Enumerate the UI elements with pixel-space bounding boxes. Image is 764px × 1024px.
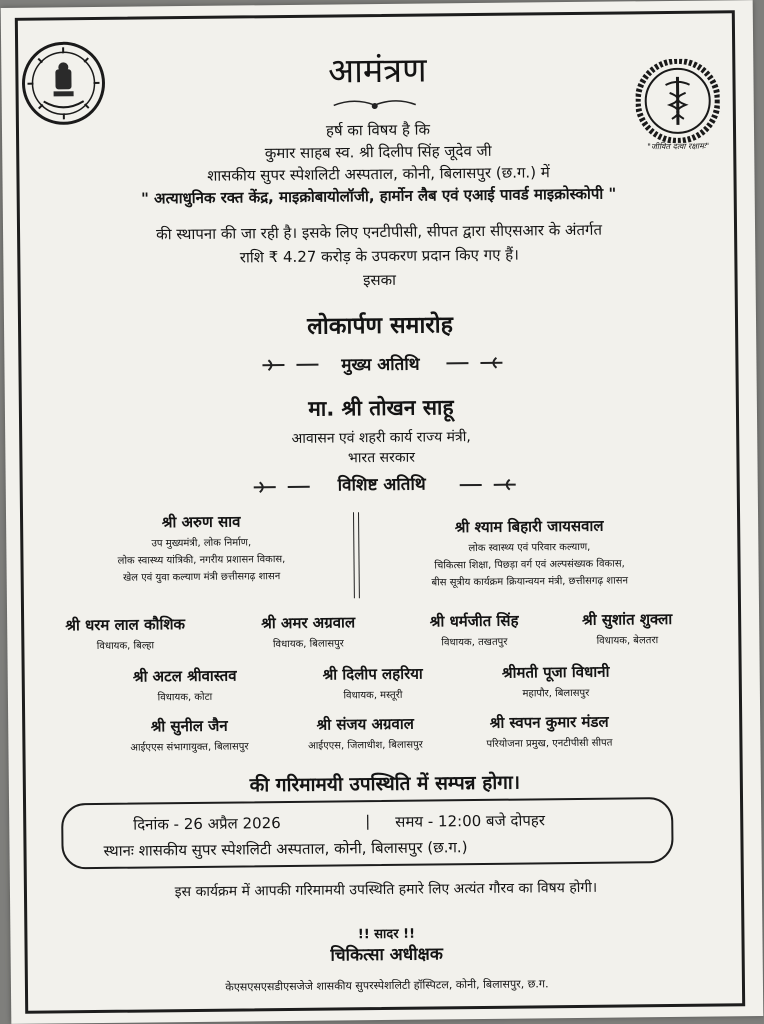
chief-guest-name: मा. श्री तोखन साहू	[308, 395, 454, 421]
guest-name: श्री अटल श्रीवास्तव	[132, 666, 237, 686]
guest-name: श्री संजय अग्रवाल	[316, 714, 414, 734]
guest-name: श्री अरुण साव	[161, 512, 241, 532]
chief-guest-heading: मुख्य अतिथि	[341, 354, 420, 376]
regards-text: !! सादर !!	[357, 926, 416, 943]
guest-role: खेल एवं युवा कल्याण मंत्री छत्तीसगढ़ शासन	[122, 571, 281, 584]
guest-entry	[94, 715, 284, 754]
guest-name: श्री स्वपन कुमार मंडल	[489, 712, 609, 732]
guest-role: आईएएस, जिलाधीश, बिलासपुर	[307, 739, 423, 752]
ornament-right	[458, 477, 518, 492]
guest-role: बीस सूत्रीय कार्यक्रम क्रियान्वयन मंत्री, छत्तीसगढ़ शासन	[431, 575, 629, 589]
guest-role: विधायक, कोटा	[157, 691, 213, 704]
logo-motto: "जीवितं दत्वा रक्षामः"	[647, 141, 710, 152]
facility-list: " अत्याधुनिक रक्त केंद्र, माइक्रोबायोलॉजी, हार्मोन लैब एवं एआई पावर्ड माइक्रोस्कोपी "	[141, 184, 617, 208]
hospital-name: केएसएसएसडीएसजेजे शासकीय सुपरस्पेशलिटी हॉस्पिटल, कोनी, बिलासपुर, छ.ग.	[225, 977, 549, 994]
guest-name: श्री सुशांत शुक्ला	[581, 609, 673, 629]
guest-role: विधायक, मस्तूरी	[343, 689, 403, 702]
intro-line: राशि ₹ 4.27 करोड़ के उपकरण प्रदान किए गए हैं।	[239, 245, 519, 267]
guest-name: श्रीमती पूजा विधानी	[501, 662, 610, 682]
invitation-heading: आमंत्रण	[327, 50, 427, 92]
guest-entry	[223, 612, 393, 651]
guest-entry	[66, 510, 337, 584]
guest-name: श्री श्याम बिहारी जायसवाल	[454, 516, 604, 537]
guest-role: विधायक, बिलासपुर	[272, 638, 344, 651]
intro-line: हर्ष का विषय है कि	[325, 120, 431, 140]
guest-entry	[288, 663, 458, 702]
intro-line: की स्थापना की जा रही है। इसके लिए एनटीपीसी, सीपत द्वारा सीएसआर के अंतर्गत	[156, 220, 603, 244]
guest-entry	[555, 609, 699, 648]
guest-entry	[399, 610, 549, 649]
guest-role: लोक स्वास्थ्य यांत्रिकी, नगरीय प्रशासन विकास,	[117, 554, 286, 567]
presence-line: की गरिमामयी उपस्थिति में सम्पन्न होगा।	[249, 771, 521, 797]
guest-entry	[454, 711, 644, 750]
invitation-card	[1, 0, 764, 1024]
guest-name: श्री अमर अग्रवाल	[261, 613, 356, 633]
ceremony-title: लोकार्पण समारोह	[307, 312, 454, 340]
ornament-right	[444, 355, 504, 370]
guest-role: महापौर, बिलासपुर	[522, 687, 590, 700]
guest-role: परियोजना प्रमुख, एनटीपीसी सीपत	[486, 737, 613, 750]
chief-guest-role: भारत सरकार	[347, 449, 415, 467]
guest-name: श्री सुनील जैन	[150, 716, 228, 736]
signatory-title: चिकित्सा अधीक्षक	[330, 944, 443, 966]
guest-entry	[384, 515, 675, 589]
event-time: समय - 12:00 बजे दोपहर	[395, 811, 546, 831]
guest-role: उप मुख्यमंत्री, लोक निर्माण,	[151, 537, 252, 550]
guest-role: आईएएस संभागायुक्त, बिलासपुर	[130, 741, 249, 754]
guest-role: विधायक, बिल्हा	[96, 640, 155, 652]
intro-line: इसका	[363, 270, 397, 290]
intro-line: कुमार साहब स्व. श्री दिलीप सिंह जूदेव जी	[264, 141, 492, 163]
event-date: दिनांक - 26 अप्रैल 2026	[133, 814, 281, 834]
guest-entry	[90, 665, 280, 704]
event-details-box	[61, 797, 674, 869]
heading-ornament	[332, 96, 418, 111]
closing-line: इस कार्यक्रम में आपकी गरिमामयी उपस्थिति हमारे लिए अत्यंत गौरव का विषय होगी।	[174, 879, 598, 901]
guest-entry	[280, 713, 450, 752]
intro-line: शासकीय सुपर स्पेशलिटी अस्पताल, कोनी, बिलासपुर (छ.ग.) में	[207, 163, 550, 185]
guest-entry	[35, 614, 215, 653]
guest-entry	[466, 661, 646, 700]
event-separator: |	[365, 812, 371, 831]
special-guest-heading: विशिष्ट अतिथि	[337, 474, 426, 496]
guest-role: विधायक, बेलतरा	[596, 635, 659, 647]
guest-name: श्री धर्मजीत सिंह	[429, 611, 519, 631]
event-venue: स्थानः शासकीय सुपर स्पेशलिटी अस्पताल, कोनी, बिलासपुर (छ.ग.)	[103, 838, 468, 860]
guest-name: श्री दिलीप लहरिया	[322, 664, 423, 684]
guest-role: विधायक, तखतपुर	[441, 636, 508, 649]
guest-role: चिकित्सा शिक्षा, पिछड़ा वर्ग एवं अल्पसंख्यक विकास,	[434, 558, 625, 572]
chief-guest-role: आवासन एवं शहरी कार्य राज्य मंत्री,	[291, 429, 471, 447]
guest-role: लोक स्वास्थ्य एवं परिवार कल्याण,	[468, 541, 591, 555]
guest-name: श्री धरम लाल कौशिक	[65, 615, 186, 635]
